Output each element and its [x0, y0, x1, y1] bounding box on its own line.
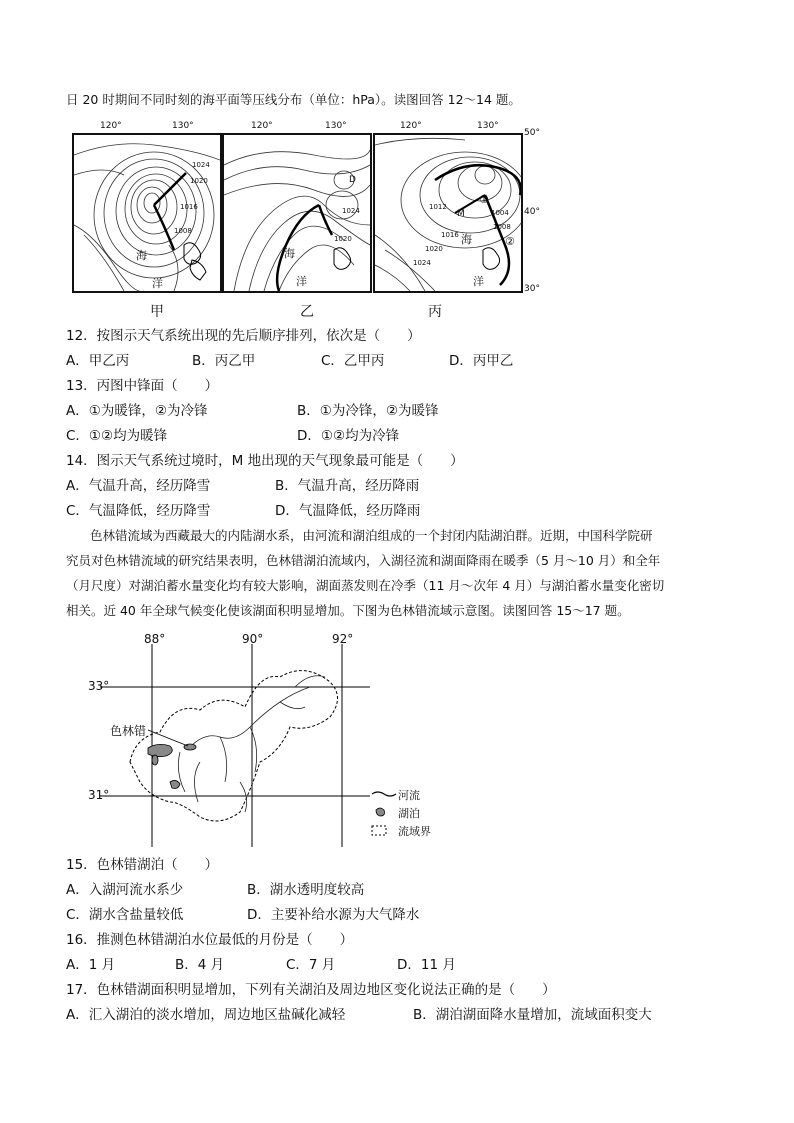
selincuo-basin-graphic	[80, 632, 440, 852]
q16-option-d[interactable]: D．11 月	[397, 957, 456, 973]
question-15-stem: 15．色林错湖泊（ ）	[66, 857, 219, 873]
intro-text: 日 20 时期间不同时刻的海平面等压线分布（单位：hPa）。读图回答 12～14 题。	[66, 92, 521, 107]
q13-option-a[interactable]: A．①为暖锋，②为冷锋	[66, 403, 208, 419]
legend-river: 河流	[398, 789, 420, 802]
map3-lon-left: 120°	[400, 121, 422, 131]
iso-1008: 1008	[174, 227, 192, 235]
point-m-label: M	[457, 209, 465, 219]
q13-option-b[interactable]: B．①为冷锋，②为暖锋	[297, 403, 439, 419]
lon-92: 92°	[332, 632, 354, 646]
q15-option-c[interactable]: C．湖水含盐量较低	[66, 907, 184, 923]
iso-1020: 1020	[425, 245, 443, 253]
passage-line-1: 色林错流域为西藏最大的内陆湖水系，由河流和湖泊组成的一个封闭内陆湖泊群。近期，中国科学院研	[90, 528, 653, 543]
iso-1012: 1012	[429, 203, 447, 211]
label-ocean: 洋	[152, 277, 163, 290]
label-sea-yi: 海	[284, 247, 295, 260]
isobar-map-jia-graphic	[74, 135, 220, 291]
q15-option-d[interactable]: D．主要补给水源为大气降水	[247, 907, 420, 923]
lon-90: 90°	[242, 632, 264, 646]
label-ocean-bing: 洋	[473, 275, 484, 288]
iso-1004: 1004	[491, 209, 509, 217]
lat-40: 40°	[524, 207, 540, 217]
lat-33: 33°	[88, 679, 110, 693]
caption-yi: 乙	[300, 304, 314, 320]
map3-lon-right: 130°	[477, 121, 499, 131]
passage-line-3: （月尺度）对湖泊蓄水量变化均有较大影响，湖面蒸发则在冷季（11 月～次年 4 月）与湖泊蓄水量变化密切	[66, 578, 665, 593]
q17-option-b[interactable]: B．湖泊湖面降水量增加，流域面积变大	[413, 1007, 652, 1023]
q14-option-d[interactable]: D．气温降低，经历降雨	[275, 503, 421, 519]
q15-option-a[interactable]: A．入湖河流水系少	[66, 882, 184, 898]
q13-option-c[interactable]: C．①②均为暖锋	[66, 428, 168, 444]
label-sea-bing: 海	[461, 233, 472, 246]
iso-1016: 1016	[180, 203, 198, 211]
isobar-map-bing	[373, 133, 523, 293]
front-1-label: ①	[479, 193, 489, 206]
caption-bing: 丙	[428, 304, 442, 320]
q14-option-c[interactable]: C．气温降低，经历降雪	[66, 503, 211, 519]
q12-option-c[interactable]: C．乙甲丙	[321, 353, 385, 369]
q14-option-b[interactable]: B．气温升高，经历降雨	[275, 478, 420, 494]
label-ocean-yi: 洋	[296, 275, 307, 288]
legend-basin-boundary: 流域界	[398, 825, 431, 838]
q16-option-c[interactable]: C．7 月	[286, 957, 336, 973]
question-13-stem: 13．丙图中锋面（ ）	[66, 378, 219, 394]
iso-1020: 1020	[190, 177, 208, 185]
lon-88: 88°	[144, 632, 166, 646]
q15-option-b[interactable]: B．湖水透明度较高	[247, 882, 365, 898]
iso-1008: 1008	[493, 223, 511, 231]
map2-lon-left: 120°	[251, 121, 273, 131]
lat-30: 30°	[524, 284, 540, 294]
passage-line-4: 相关。近 40 年全球气候变化使该湖面积明显增加。下图为色林错流域示意图。读图回答 15～17 题。	[66, 603, 630, 618]
passage-line-2: 究员对色林错流域的研究结果表明，色林错湖泊流域内，入湖径流和湖面降雨在暖季（5 月～10 月）和全年	[66, 553, 661, 568]
isobar-map-jia	[72, 133, 222, 293]
question-12-stem: 12．按图示天气系统出现的先后顺序排列，依次是（ ）	[66, 328, 421, 344]
q16-option-b[interactable]: B．4 月	[175, 957, 225, 973]
isobar-map-yi	[222, 133, 372, 293]
selincuo-basin-map	[80, 632, 440, 852]
iso-1020-yi: 1020	[334, 235, 352, 243]
iso-1024: 1024	[413, 259, 431, 267]
lat-31: 31°	[88, 788, 110, 802]
map2-lon-right: 130°	[325, 121, 347, 131]
q12-option-d[interactable]: D．丙甲乙	[449, 353, 514, 369]
low-pressure-center: D	[349, 175, 356, 185]
lat-50: 50°	[524, 128, 540, 138]
q16-option-a[interactable]: A．1 月	[66, 957, 116, 973]
q13-option-d[interactable]: D．①②均为冷锋	[297, 428, 400, 444]
q14-option-a[interactable]: A．气温升高，经历降雪	[66, 478, 211, 494]
legend-lake: 湖泊	[398, 807, 420, 820]
question-14-stem: 14．图示天气系统过境时，M 地出现的天气现象最可能是（ ）	[66, 453, 464, 469]
iso-1024: 1024	[192, 161, 210, 169]
question-16-stem: 16．推测色林错湖泊水位最低的月份是（ ）	[66, 932, 354, 948]
q17-option-a[interactable]: A．汇入湖泊的淡水增加，周边地区盐碱化减轻	[66, 1007, 346, 1023]
q12-option-b[interactable]: B．丙乙甲	[192, 353, 256, 369]
question-17-stem: 17．色林错湖面积明显增加，下列有关湖泊及周边地区变化说法正确的是（ ）	[66, 982, 556, 998]
caption-jia: 甲	[150, 304, 164, 320]
q12-option-a[interactable]: A．甲乙丙	[66, 353, 130, 369]
map1-lon-left: 120°	[100, 121, 122, 131]
front-2-label: ②	[505, 235, 515, 248]
iso-1024-yi: 1024	[342, 207, 360, 215]
iso-1016: 1016	[441, 231, 459, 239]
lake-name-label: 色林错	[110, 724, 147, 738]
label-sea: 海	[136, 249, 147, 262]
map1-lon-right: 130°	[172, 121, 194, 131]
